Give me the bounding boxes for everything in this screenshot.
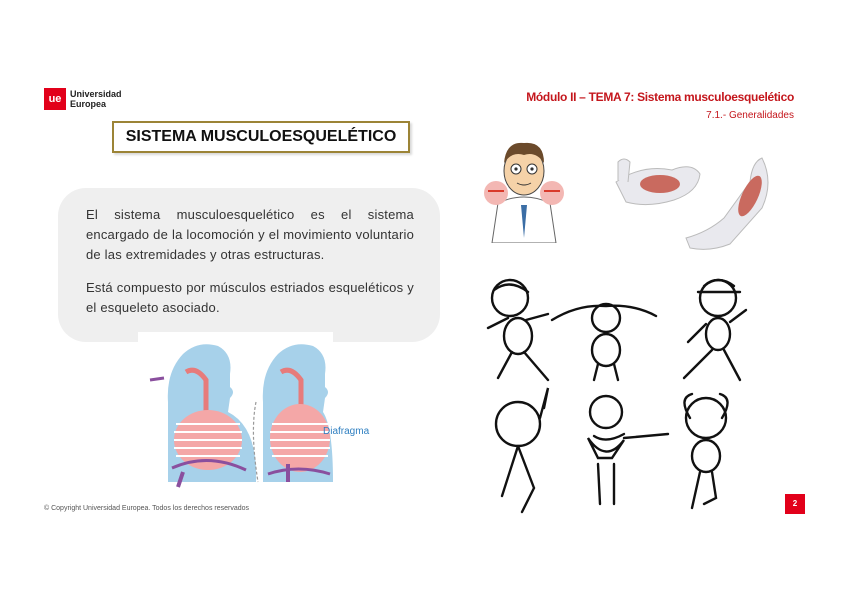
university-logo <box>44 88 128 110</box>
logo-mark: ue <box>44 88 66 110</box>
arm-muscle-illustration <box>612 152 778 252</box>
logo-line1: Universidad <box>70 89 122 99</box>
section-subtitle: 7.1.- Generalidades <box>706 110 794 121</box>
diaphragm-label: Diafragma <box>323 426 370 437</box>
breathing-diaphragm-illustration <box>138 332 333 492</box>
stick-figures-illustration <box>478 268 768 518</box>
page-title: SISTEMA MUSCULOESQUELÉTICO <box>112 121 410 153</box>
logo-text <box>70 89 122 109</box>
module-title: Módulo II – TEMA 7: Sistema musculoesquelético <box>526 90 794 104</box>
description-paragraph-2: Está compuesto por músculos estriados esqueléticos y el esqueleto asociado. <box>86 280 414 315</box>
description-card <box>58 188 440 342</box>
copyright-notice: © Copyright Universidad Europea. Todos los derechos reservados <box>44 505 250 512</box>
description-paragraph-1: El sistema musculoesquelético es el sistema encargado de la locomoción y el movimiento voluntario de las extremidades y otras estructuras. <box>86 207 414 262</box>
logo-line2: Europea <box>70 99 107 109</box>
page-number-badge: 2 <box>785 494 805 514</box>
cartoon-man-illustration <box>484 133 564 243</box>
